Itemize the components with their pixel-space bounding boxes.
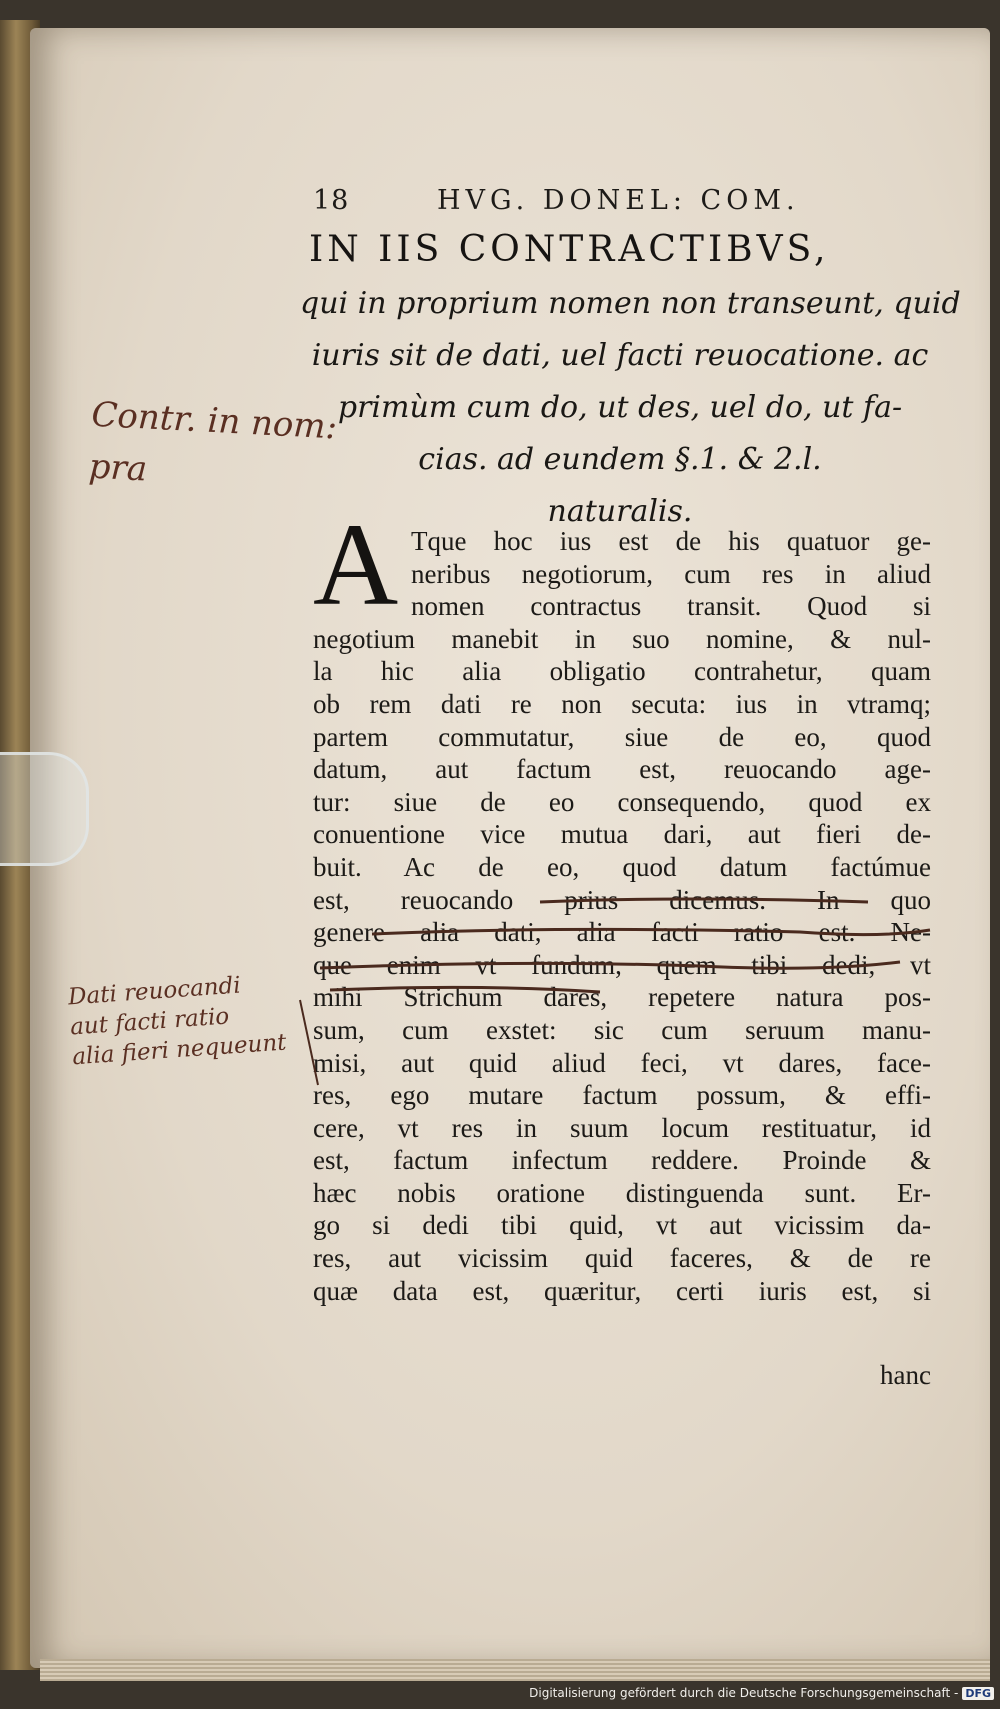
body-line: res, ego mutare factum possum, & effi- bbox=[313, 1080, 931, 1111]
digitization-credit bbox=[529, 1683, 994, 1703]
title-line: cias. ad eundem §.1. & 2.l. bbox=[418, 442, 822, 477]
section-title-caps: IN IIS CONTRACTIBVS, bbox=[309, 229, 830, 270]
body-line: mihi Strichum dares, repetere natura pos- bbox=[313, 982, 931, 1013]
body-line: conuentione vice mutua dari, aut fieri de- bbox=[313, 819, 931, 850]
drop-cap: A bbox=[313, 499, 399, 630]
body-line: datum, aut factum est, reuocando age- bbox=[313, 754, 931, 785]
marginal-note-bottom bbox=[67, 968, 287, 1073]
marginal-note-line: alia fieri nequeunt bbox=[71, 1029, 288, 1071]
body-line: que enim vt fundum, quem tibi dedi, vt bbox=[313, 949, 931, 980]
title-line: primùm cum do, ut des, uel do, ut fa- bbox=[337, 390, 903, 425]
marginal-note-top bbox=[87, 389, 338, 506]
body-line: la hic alia obligatio contrahetur, quam bbox=[313, 656, 931, 687]
body-line: est, reuocando prius dicemus. In quo bbox=[313, 884, 931, 915]
marginal-note-line: Contr. in nom: bbox=[90, 394, 339, 448]
body-line: sum, cum exstet: sic cum seruum manu- bbox=[313, 1014, 931, 1045]
marginal-note-line: aut facti ratio bbox=[69, 1003, 231, 1041]
strike-mark bbox=[330, 987, 600, 992]
body-line: est, factum infectum reddere. Proinde & bbox=[313, 1145, 931, 1176]
running-title: HVG. DONEL: COM. bbox=[437, 185, 800, 216]
underline-mark bbox=[320, 962, 900, 968]
marginal-note-line: Dati reuocandi bbox=[67, 972, 242, 1011]
title-line: qui in proprium nomen non transeunt, quid bbox=[300, 286, 961, 321]
page-number: 18 bbox=[313, 185, 350, 216]
body-line: neribus negotiorum, cum res in aliud bbox=[411, 558, 931, 589]
body-line: genere alia dati, alia facti ratio est. Ne- bbox=[313, 917, 931, 948]
body-line: tur: siue de eo consequendo, quod ex bbox=[313, 786, 931, 817]
body-line: negotium manebit in suo nomine, & nul- bbox=[313, 623, 931, 654]
title-line: naturalis. bbox=[547, 494, 693, 529]
body-line: buit. Ac de eo, quod datum factúmue bbox=[313, 851, 931, 882]
body-line: Tque hoc ius est de his quatuor ge- bbox=[411, 526, 931, 556]
body-line: go si dedi tibi quid, vt aut vicissim da- bbox=[313, 1210, 931, 1241]
underline-mark bbox=[540, 899, 868, 902]
body-line: quæ data est, quæritur, certi iuris est, si bbox=[313, 1275, 931, 1306]
body-line: cere, vt res in suum locum restituatur, id bbox=[313, 1112, 931, 1143]
body-line: ob rem dati re non secuta: ius in vtramq; bbox=[313, 688, 931, 719]
title-line: iuris sit de dati, uel facti reuocatione. ac bbox=[311, 338, 929, 373]
catchword: hanc bbox=[880, 1360, 931, 1390]
credit-text: Digitalisierung gefördert durch die Deutsche Forschungsgemeinschaft - bbox=[529, 1686, 959, 1700]
marginal-note-line: pra bbox=[87, 446, 149, 490]
dfg-logo: DFG bbox=[962, 1687, 994, 1700]
body-line: res, aut vicissim quid faceres, & de re bbox=[313, 1243, 931, 1274]
body-line: hæc nobis oratione distinguenda sunt. Er- bbox=[313, 1177, 931, 1208]
body-line: misi, aut quid aliud feci, vt dares, face- bbox=[313, 1047, 931, 1078]
body-line: partem commutatur, siue de eo, quod bbox=[313, 721, 931, 752]
body-line: nomen contractus transit. Quod si bbox=[411, 591, 931, 622]
bracket-mark bbox=[300, 1000, 318, 1085]
underline-mark bbox=[372, 929, 930, 934]
